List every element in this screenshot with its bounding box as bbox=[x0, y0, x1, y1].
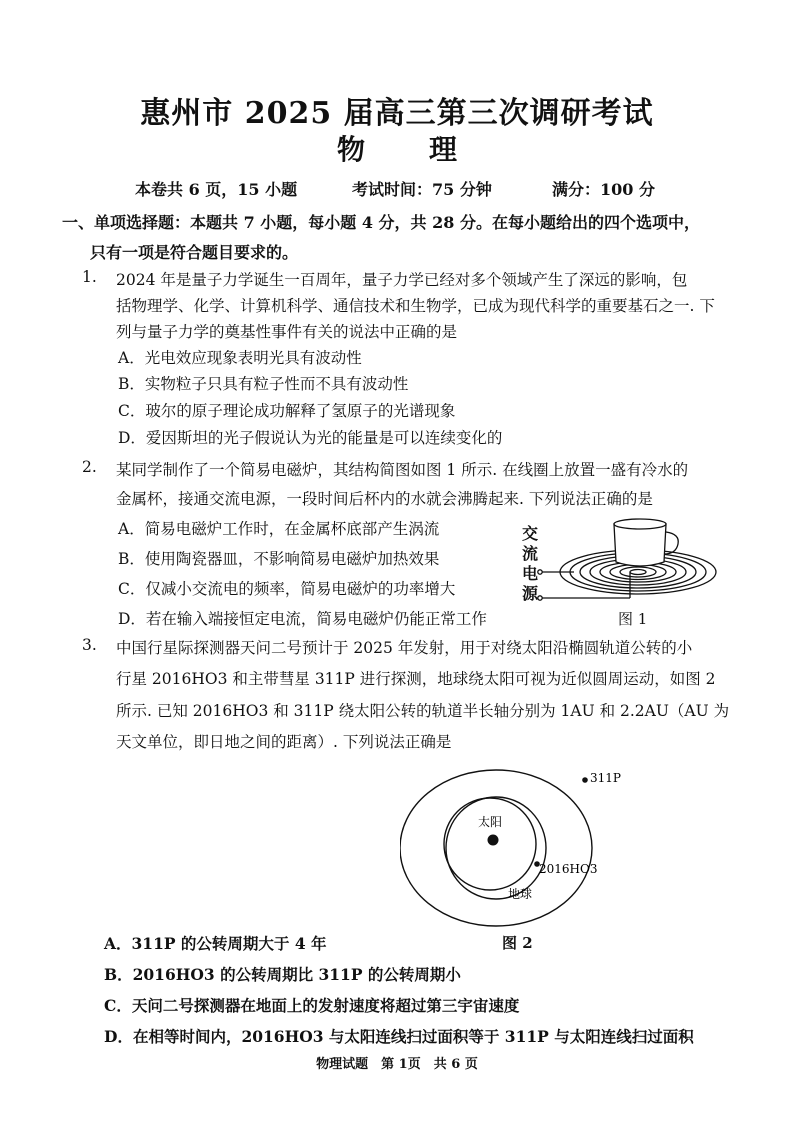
subject-title: 物 理 bbox=[336, 133, 475, 166]
question-text-line: 2024 年是量子力学诞生一百周年，量子力学已经对多个领域产生了深远的影响，包 bbox=[116, 271, 688, 289]
option-a: A．311P 的公转周期大于 4 年 bbox=[104, 934, 327, 953]
label-311p: 311P bbox=[590, 771, 621, 785]
label-sun: 太阳 bbox=[478, 815, 503, 829]
sun-dot bbox=[488, 835, 499, 846]
ac-source-label: 交 流 电 源 bbox=[522, 524, 539, 603]
figure-2-orbits bbox=[400, 760, 640, 955]
question-number: 3. bbox=[82, 636, 97, 654]
page-footer: 物理试题 第 1页 共 6 页 bbox=[316, 1057, 478, 1072]
option-a: A．光电效应现象表明光具有波动性 bbox=[118, 349, 362, 367]
time-info: 考试时间：75 分钟 bbox=[352, 180, 492, 199]
exam-title: 惠州市 2025 届高三第三次调研考试 bbox=[140, 96, 654, 131]
orbit-311p bbox=[400, 770, 592, 926]
question-text-line: 中国行星际探测器天问二号预计于 2025 年发射，用于对绕太阳沿椭圆轨道公转的小 bbox=[116, 639, 693, 657]
orbit-diagram bbox=[400, 760, 640, 930]
comet-311p-dot bbox=[582, 777, 588, 783]
figure-2-caption: 图 2 bbox=[502, 934, 533, 952]
wire-leads bbox=[538, 570, 630, 600]
option-d: D．在相等时间内，2016HO3 与太阳连线扫过面积等于 311P 与太阳连线扫过面积 bbox=[104, 1027, 694, 1046]
question-text-line: 列与量子力学的奠基性事件有关的说法中正确的是 bbox=[116, 323, 458, 341]
option-d: D．若在输入端接恒定电流，简易电磁炉仍能正常工作 bbox=[118, 610, 487, 628]
figure-1-caption: 图 1 bbox=[618, 610, 648, 628]
figure-1-induction-cooker bbox=[518, 510, 718, 630]
question-text-line: 行星 2016HO3 和主带彗星 311P 进行探测，地球绕太阳可视为近似圆周运动，如图 2 bbox=[116, 670, 716, 688]
option-b: B．实物粒子只具有粒子性而不具有波动性 bbox=[118, 375, 409, 393]
label-earth: 地球 bbox=[508, 887, 533, 901]
question-number: 1. bbox=[82, 268, 97, 286]
option-c: C．仅减小交流电的频率，简易电磁炉的功率增大 bbox=[118, 580, 456, 598]
question-text-line: 所示. 已知 2016HO3 和 311P 绕太阳公转的轨道半长轴分别为 1AU 和 2.2AU（AU 为 bbox=[116, 702, 730, 720]
orbit-2016ho3 bbox=[446, 797, 546, 899]
question-text-line: 金属杯，接通交流电源，一段时间后杯内的水就会沸腾起来. 下列说法正确的是 bbox=[116, 490, 653, 508]
pages-info: 本卷共 6 页，15 小题 bbox=[135, 180, 298, 199]
label-2016ho3: 2016HO3 bbox=[539, 862, 598, 876]
coil-and-cup-drawing bbox=[518, 510, 718, 610]
section-heading-line1: 一、单项选择题：本题共 7 小题，每小题 4 分，共 28 分。在每小题给出的四个选项中， bbox=[62, 213, 700, 232]
question-text-line: 某同学制作了一个简易电磁炉，其结构简图如图 1 所示. 在线圈上放置一盛有冷水的 bbox=[116, 461, 689, 479]
option-d: D．爱因斯坦的光子假说认为光的能量是可以连续变化的 bbox=[118, 429, 503, 447]
option-c: C．玻尔的原子理论成功解释了氢原子的光谱现象 bbox=[118, 402, 456, 420]
question-number: 2. bbox=[82, 458, 97, 476]
option-b: B．使用陶瓷器皿，不影响简易电磁炉加热效果 bbox=[118, 550, 440, 568]
question-text-line: 括物理学、化学、计算机科学、通信技术和生物学，已成为现代科学的重要基石之一. 下 bbox=[116, 297, 715, 315]
question-text-line: 天文单位，即日地之间的距离）. 下列说法正确是 bbox=[116, 733, 452, 751]
option-c: C．天问二号探测器在地面上的发射速度将超过第三宇宙速度 bbox=[104, 996, 520, 1015]
section-heading-line2: 只有一项是符合题目要求的。 bbox=[90, 243, 299, 262]
option-a: A．简易电磁炉工作时，在金属杯底部产生涡流 bbox=[118, 520, 440, 538]
score-info: 满分：100 分 bbox=[552, 180, 655, 199]
option-b: B．2016HO3 的公转周期比 311P 的公转周期小 bbox=[104, 965, 461, 984]
